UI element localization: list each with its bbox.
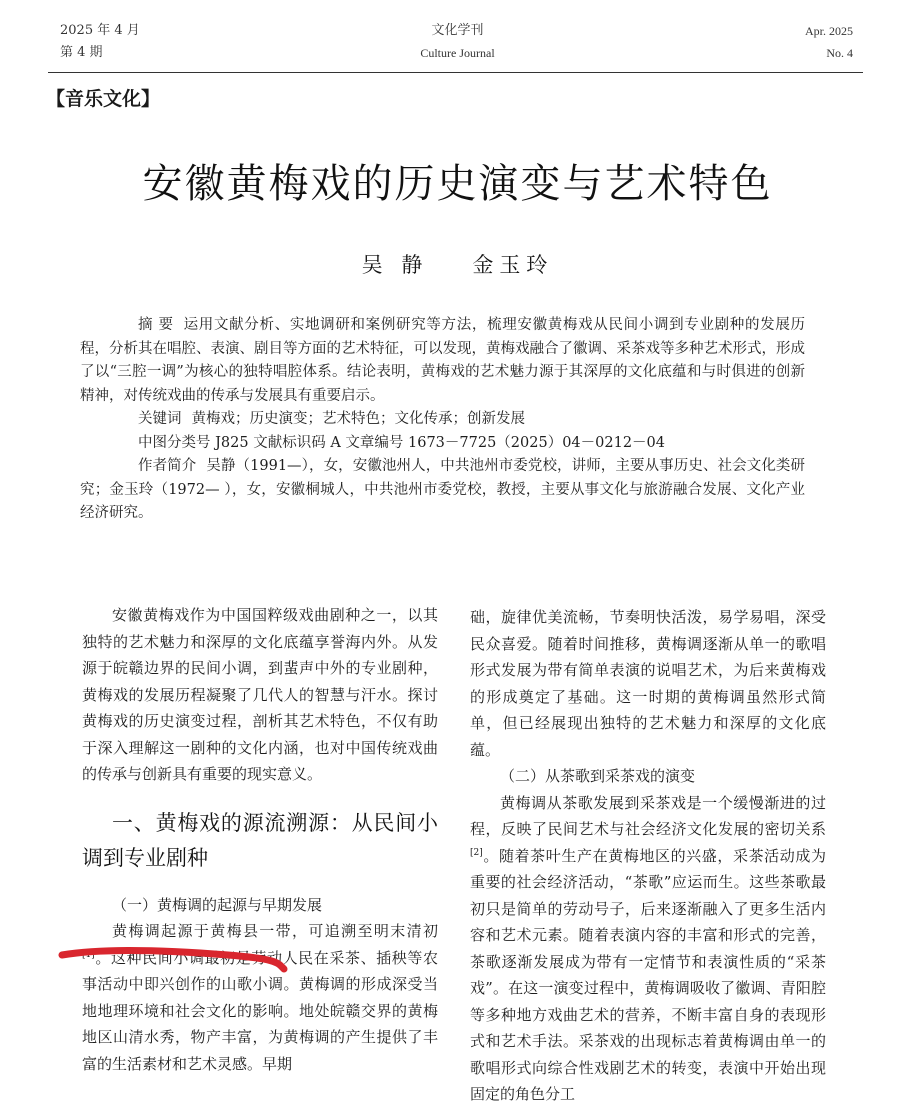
abstract-text: 运用文献分析、实地调研和案例研究等方法，梳理安徽黄梅戏从民间小调到专业剧种的发展历程，分析其在唱腔、表演、剧目等方面的艺术特征，可以发现，黄梅戏融合了徽调、采茶戏等多种艺术形式，形成了以“三腔一调”为核心的独特唱腔体系。结论表明，黄梅戏的艺术魅力源于其深厚的文化底蕴和与时俱进的创新精神，对传统戏曲的传承与发展具有重要启示。 (80, 317, 805, 404)
header-issue: 第 4 期 (60, 45, 103, 60)
abstract-label: 摘 要 (138, 317, 174, 333)
body-column-left (82, 602, 438, 1077)
keywords (80, 408, 805, 432)
keywords-text: 黄梅戏；历史演变；艺术特色；文化传承；创新发展 (191, 411, 525, 427)
paragraph-evolution-text-a: 黄梅调从茶歌发展到采茶戏是一个缓慢渐进的过程，反映了民间艺术与社会经济文化发展的密切关系 (470, 793, 826, 838)
abstract (80, 314, 805, 408)
author-bio-label: 作者简介 (138, 458, 197, 474)
citation-2: [2] (470, 847, 483, 858)
header-number-en: No. 4 (826, 46, 853, 60)
paragraph-continuation: 础，旋律优美流畅，节奏明快活泼，易学易唱，深受民众喜爱。随着时间推移，黄梅调逐渐从单一的歌唱形式发展为带有简单表演的说唱艺术，为后来黄梅戏的形成奠定了基础。这一时期的黄梅调虽然形式简单，但已经展现出独特的艺术魅力和深厚的文化底蕴。 (470, 608, 826, 759)
author-1: 吴 静 (361, 253, 429, 277)
keywords-label: 关键词 (138, 411, 182, 427)
paragraph-evolution-text-b: 。随着茶叶生产在黄梅地区的兴盛，采茶活动成为重要的社会经济活动，“茶歌”应运而生。这些茶歌最初只是简单的劳动号子，后来逐渐融入了更多生活内容和艺术元素。随着表演内容的丰富和形式的完善，茶歌逐渐发展成为带有一定情节和表演性质的“采茶戏”。在这一演变过程中，黄梅调吸收了徽调、青阳腔等多种地方戏曲艺术的营养，不断丰富自身的表现形式和艺术手法。采茶戏的出现标志着黄梅调由单一的歌唱形式向综合性戏剧艺术的转变，表演中开始出现固定的角色分工 (470, 846, 826, 1103)
paragraph-origin (82, 918, 438, 1077)
paragraph-origin-text-b: 。这种民间小调最初是劳动人民在采茶、插秧等农事活动中即兴创作的山歌小调。黄梅调的形成深受当地地理环境和社会文化的影响。地处皖赣交界的黄梅地区山清水秀，物产丰富，为黄梅调的产生提供了丰富的生活素材和艺术灵感。早期 (82, 948, 438, 1073)
column-label: 【音乐文化】 (46, 88, 161, 110)
author-bio (80, 455, 805, 526)
body-column-right (470, 604, 826, 1108)
subheading-2: （二）从茶歌到采茶戏的演变 (500, 767, 696, 785)
section-heading-wrap (82, 806, 438, 876)
subheading-1: （一）黄梅调的起源与早期发展 (112, 895, 323, 914)
header-date-en: Apr. 2025 (805, 24, 853, 38)
author-names (0, 250, 915, 280)
classification-line: 中图分类号 J825 文献标识码 A 文章编号 1673－7725（2025）04－0212－04 (138, 434, 666, 451)
header-journal-en: Culture Journal (420, 46, 495, 60)
header-date: 2025 年 4 月 (60, 23, 140, 38)
author-2: 金玉玲 (472, 253, 554, 277)
header-journal-cn: 文化学刊 (431, 23, 484, 38)
paragraph-evolution (470, 790, 826, 1108)
article-title: 安徽黄梅戏的历史演变与艺术特色 (142, 161, 773, 207)
header-divider (48, 72, 863, 73)
citation-1: [1] (82, 949, 95, 960)
section-heading: 一、黄梅戏的源流溯源：从民间小调到专业剧种 (82, 810, 438, 870)
intro-paragraph: 安徽黄梅戏作为中国国粹级戏曲剧种之一，以其独特的艺术魅力和深厚的文化底蕴享誉海内外。从发源于皖赣边界的民间小调，到蜚声中外的专业剧种，黄梅戏的发展历程凝聚了几代人的智慧与汗水。探讨黄梅戏的历史演变过程，剖析其艺术特色，不仅有助于深入理解这一剧种的文化内涵，也对中国传统戏曲的传承与创新具有重要的现实意义。 (82, 606, 438, 783)
abstract-block (80, 314, 805, 526)
author-bio-text: 吴静（1991—），女，安徽池州人，中共池州市委党校，讲师，主要从事历史、社会文化类研究；金玉玲（1972— ），女，安徽桐城人，中共池州市委党校，教授，主要从事文化与旅游融合发展、文化产业经济研究。 (80, 458, 806, 521)
header-journal-name (0, 20, 915, 64)
header-issue-en (805, 20, 853, 64)
paragraph-origin-text-a: 黄梅调起源于黄梅县一带，可追溯至明末清初 (112, 922, 438, 940)
